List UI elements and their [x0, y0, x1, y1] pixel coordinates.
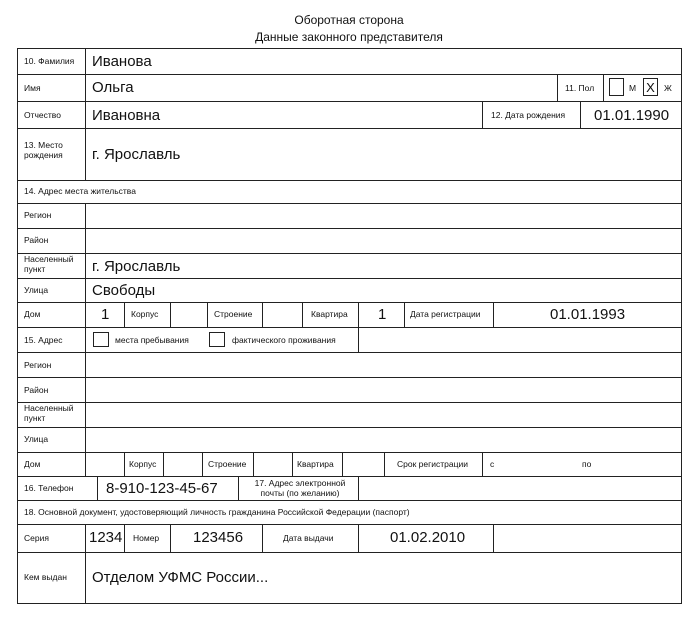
row-line [17, 128, 682, 129]
residence-street-label: Улица [24, 285, 49, 295]
col-line [262, 302, 263, 327]
actual-address-label: фактического проживания [232, 335, 336, 345]
residence-korpus-label: Корпус [131, 309, 159, 319]
row-line [17, 327, 682, 328]
issued-by-label: Кем выдан [24, 572, 67, 582]
col-line [482, 101, 483, 128]
series-field[interactable]: 1234 [89, 529, 123, 546]
table-border-top [17, 48, 682, 49]
col-line [358, 476, 359, 500]
row-line [17, 74, 682, 75]
row-line [17, 253, 682, 254]
address2-from-label: с [490, 459, 495, 469]
birth-place-label: 13. Место рождения [24, 140, 63, 160]
issue-date-label: Дата выдачи [283, 533, 334, 543]
name-label: Имя [24, 83, 41, 93]
sex-female-label: Ж [664, 83, 672, 93]
col-line [358, 524, 359, 552]
col-line [207, 302, 208, 327]
phone-label: 16. Телефон [24, 483, 74, 493]
residence-locality-label: Населенный пункт [24, 254, 74, 274]
col-line [292, 452, 293, 476]
col-line [358, 302, 359, 327]
actual-address-checkbox[interactable] [209, 332, 225, 347]
table-border-left [17, 48, 18, 604]
residence-house-field[interactable]: 1 [101, 306, 110, 323]
row-line [17, 302, 682, 303]
patronymic-label: Отчество [24, 110, 61, 120]
address2-building-label: Строение [208, 459, 247, 469]
residence-locality-field[interactable]: г. Ярославль [92, 258, 181, 275]
row-line [17, 101, 682, 102]
sex-label: 11. Пол [565, 83, 595, 93]
form-title: Оборотная сторона [294, 13, 404, 27]
name-field[interactable]: Ольга [92, 79, 134, 96]
residence-street-field[interactable]: Свободы [92, 282, 156, 299]
email-label: 17. Адрес электронной почты (по желанию) [254, 478, 346, 498]
issued-by-field[interactable]: Отделом УФМС России... [92, 569, 269, 586]
label-divider [85, 48, 86, 181]
address2-region-label: Регион [24, 360, 52, 370]
sex-male-label: М [629, 83, 637, 93]
residence-apartment-label: Квартира [311, 309, 348, 319]
col-line [238, 476, 239, 500]
col-line [170, 524, 171, 552]
phone-field[interactable]: 8-910-123-45-67 [106, 480, 218, 497]
col-line [493, 302, 494, 327]
label-divider [85, 524, 86, 604]
series-label: Серия [24, 533, 49, 543]
col-line [170, 302, 171, 327]
address2-locality-label: Населенный пункт [24, 403, 74, 423]
col-line [557, 74, 558, 101]
table-border-right [681, 48, 682, 604]
row-line [17, 427, 682, 428]
issue-date-field[interactable]: 01.02.2010 [390, 529, 466, 546]
residence-section-label: 14. Адрес места жительства [24, 186, 136, 196]
row-line [17, 228, 682, 229]
row-line [17, 524, 682, 525]
sex-female-checkbox[interactable] [643, 78, 658, 96]
document-section-label: 18. Основной документ, удостоверяющий личность гражданина Российской Федерации (паспорт) [24, 507, 410, 517]
address2-korpus-label: Корпус [129, 459, 157, 469]
stay-address-checkbox[interactable] [93, 332, 109, 347]
row-line [17, 452, 682, 453]
address2-house-label: Дом [24, 459, 41, 469]
col-line [97, 476, 98, 500]
row-line [17, 500, 682, 501]
row-line [17, 278, 682, 279]
address2-district-label: Район [24, 385, 49, 395]
col-line [124, 452, 125, 476]
col-line [302, 302, 303, 327]
col-line [202, 452, 203, 476]
col-line [358, 327, 359, 352]
row-line [17, 377, 682, 378]
col-line [124, 302, 125, 327]
address2-to-label: по [582, 459, 592, 469]
col-line [404, 302, 405, 327]
residence-reg-date-field[interactable]: 01.01.1993 [550, 306, 626, 323]
table-border-bottom [17, 603, 682, 604]
label-divider [85, 203, 86, 477]
row-line [17, 203, 682, 204]
row-line [17, 552, 682, 553]
col-line [603, 74, 604, 101]
stay-address-label: места пребывания [115, 335, 189, 345]
address2-apartment-label: Квартира [297, 459, 334, 469]
number-label: Номер [133, 533, 160, 543]
col-line [580, 101, 581, 128]
row-line [17, 352, 682, 353]
col-line [262, 524, 263, 552]
col-line [253, 452, 254, 476]
col-line [342, 452, 343, 476]
row-line [17, 402, 682, 403]
address2-section-label: 15. Адрес [24, 335, 63, 345]
patronymic-field[interactable]: Ивановна [92, 107, 161, 124]
row-line [17, 476, 682, 477]
residence-reg-date-label: Дата регистрации [410, 309, 481, 319]
birth-date-field[interactable]: 01.01.1990 [594, 107, 670, 124]
col-line [124, 524, 125, 552]
birth-date-label: 12. Дата рождения [491, 110, 566, 120]
residence-region-label: Регион [24, 210, 52, 220]
surname-field[interactable]: Иванова [92, 53, 152, 70]
check-mark: X [646, 79, 655, 95]
address2-street-label: Улица [24, 434, 49, 444]
residence-apartment-field[interactable]: 1 [378, 306, 387, 323]
col-line [384, 452, 385, 476]
residence-house-label: Дом [24, 309, 41, 319]
form-subtitle: Данные законного представителя [255, 30, 443, 44]
row-line [17, 180, 682, 181]
col-line [493, 524, 494, 552]
residence-building-label: Строение [214, 309, 253, 319]
surname-label: 10. Фамилия [24, 56, 75, 66]
birth-place-field[interactable]: г. Ярославль [92, 146, 181, 163]
residence-district-label: Район [24, 235, 49, 245]
col-line [163, 452, 164, 476]
address2-reg-period-label: Срок регистрации [397, 459, 468, 469]
sex-male-checkbox[interactable] [609, 78, 624, 96]
col-line [482, 452, 483, 476]
number-field[interactable]: 123456 [193, 529, 244, 546]
